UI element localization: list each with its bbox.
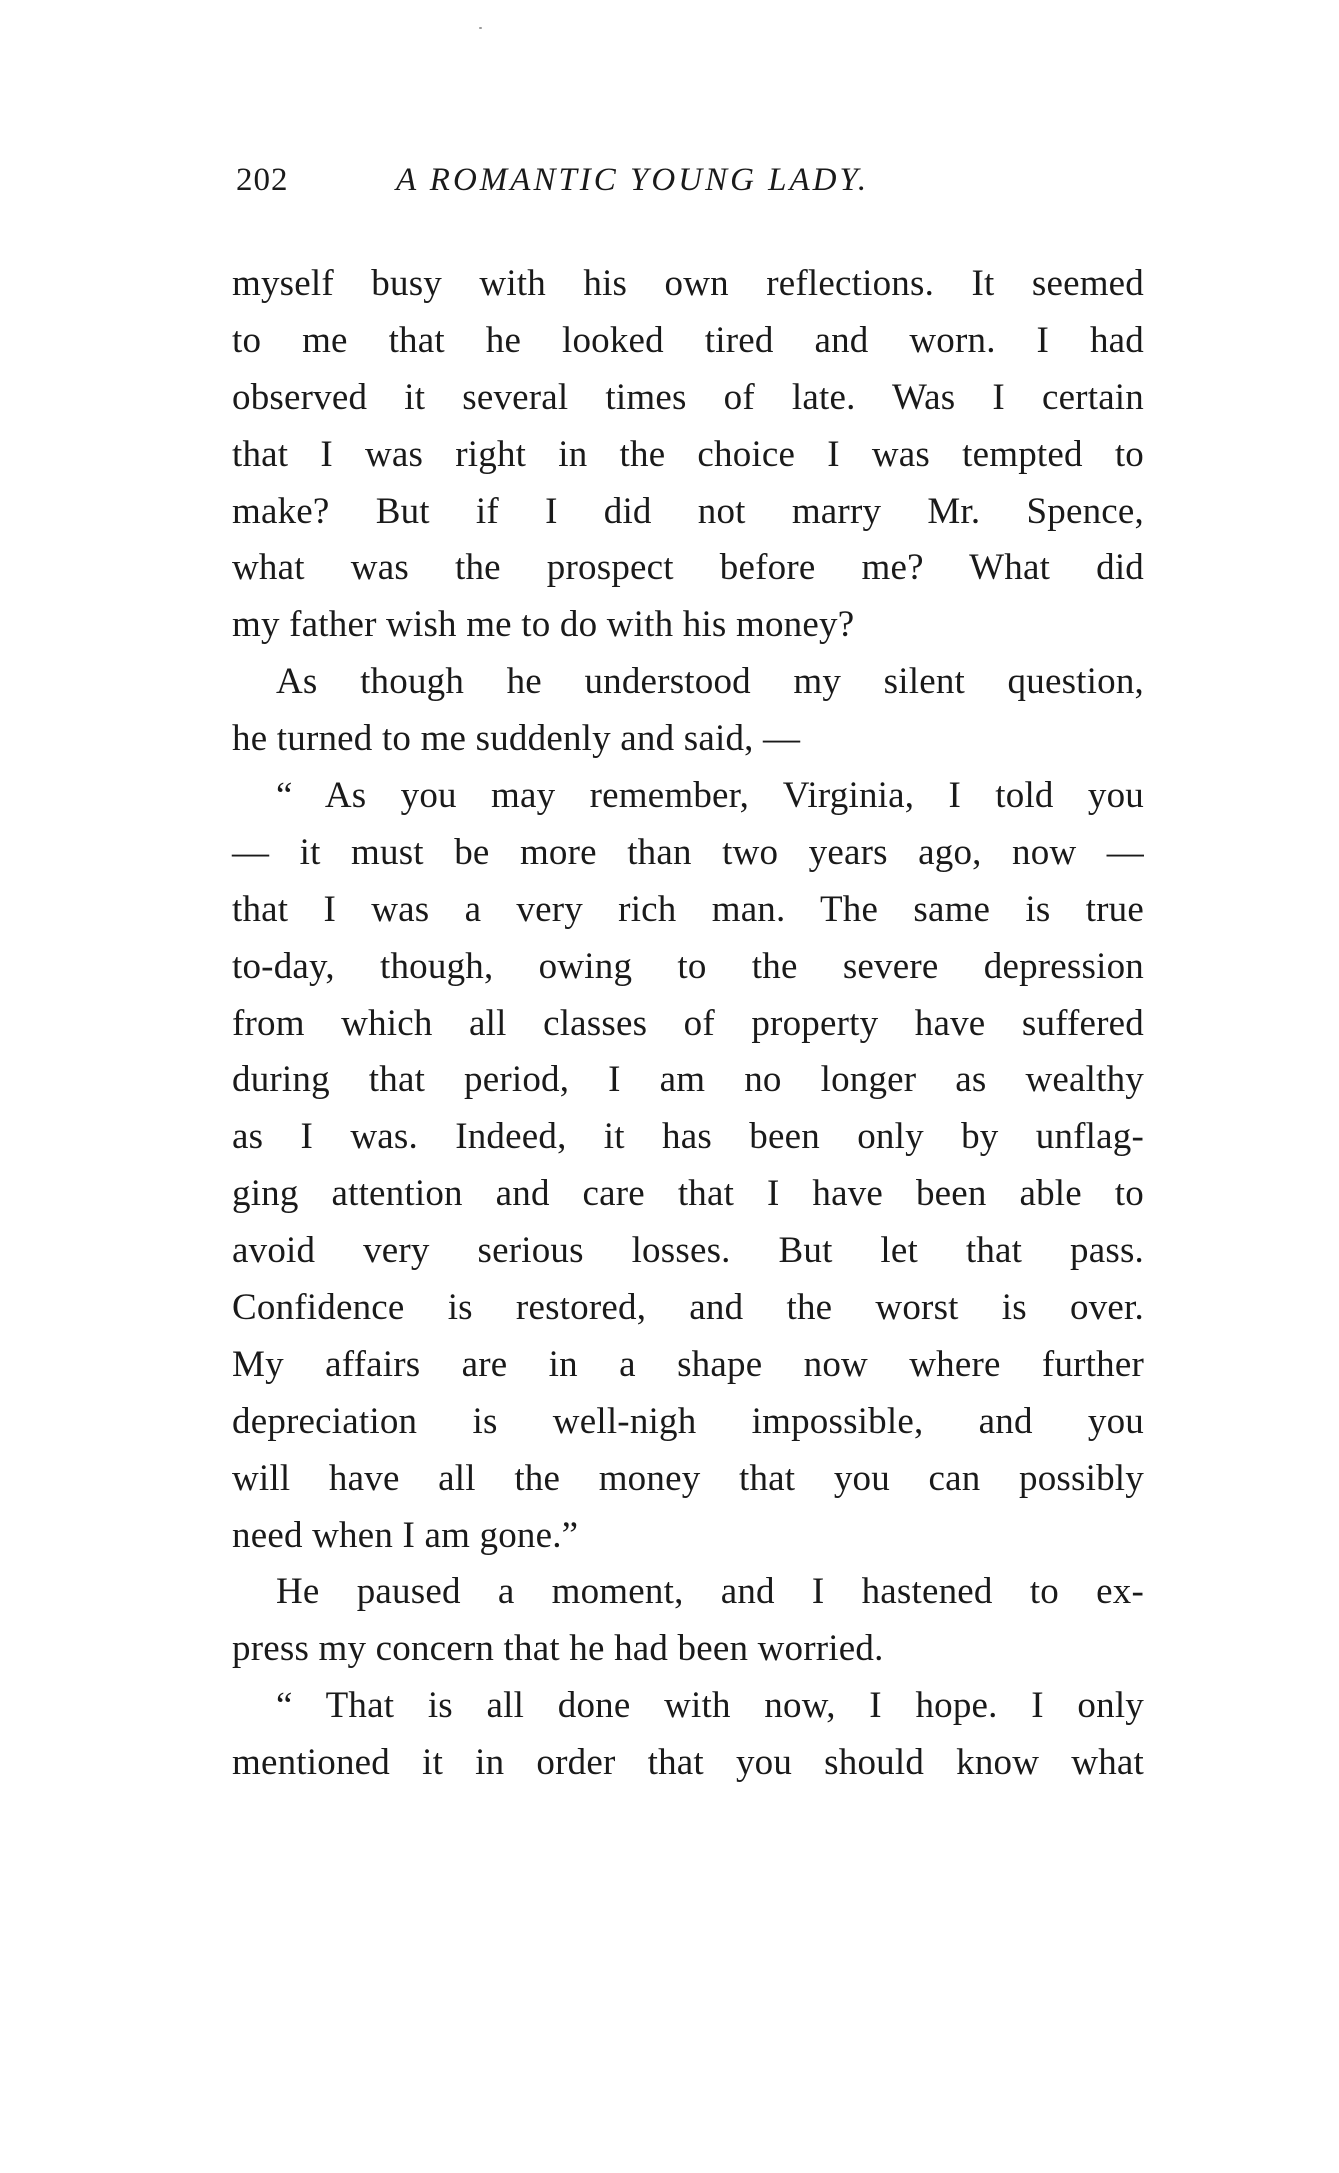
text-line: to me that he looked tired and worn. I had [232,319,1144,361]
text-line: what was the prospect before me? What did [232,547,1144,589]
text-line: from which all classes of property have suffered [232,1002,1144,1044]
text-line: My affairs are in a shape now where further [232,1343,1144,1385]
text-line: Confidence is restored, and the worst is over. [232,1287,1144,1329]
text-line: depreciation is well-nigh impossible, and you [232,1400,1144,1442]
text-line: to-day, though, owing to the severe depression [232,945,1144,987]
text-line: press my concern that he had been worried. [232,1628,884,1670]
page-number: 202 [236,162,289,198]
paper-speck [479,27,482,29]
text-line: avoid very serious losses. But let that pass. [232,1230,1144,1272]
text-line: make? But if I did not marry Mr. Spence, [232,490,1144,532]
text-line: — it must be more than two years ago, now — [232,831,1144,873]
running-head [236,160,1136,200]
text-line: my father wish me to do with his money? [232,604,855,646]
text-line: observed it several times of late. Was I certain [232,376,1144,418]
text-line: need when I am gone.” [232,1514,579,1556]
text-line: mentioned it in order that you should know what [232,1742,1144,1784]
text-line: will have all the money that you can possibly [232,1457,1144,1499]
body-text [232,256,1144,1792]
text-line: myself busy with his own reflections. It seemed [232,263,1144,304]
text-line: “ That is all done with now, I hope. I only [276,1685,1144,1727]
text-line: ging attention and care that I have been able to [232,1173,1144,1215]
text-line: as I was. Indeed, it has been only by unflag- [232,1116,1144,1158]
text-line: during that period, I am no longer as wealthy [232,1059,1144,1101]
text-line: “ As you may remember, Virginia, I told you [276,775,1144,817]
text-line: that I was a very rich man. The same is true [232,888,1144,930]
text-line: As though he understood my silent question, [276,661,1144,703]
text-line: that I was right in the choice I was tempted to [232,433,1144,475]
text-line: he turned to me suddenly and said, — [232,718,801,760]
text-line: He paused a moment, and I hastened to ex- [276,1571,1144,1613]
book-title: A ROMANTIC YOUNG LADY. [396,162,870,198]
